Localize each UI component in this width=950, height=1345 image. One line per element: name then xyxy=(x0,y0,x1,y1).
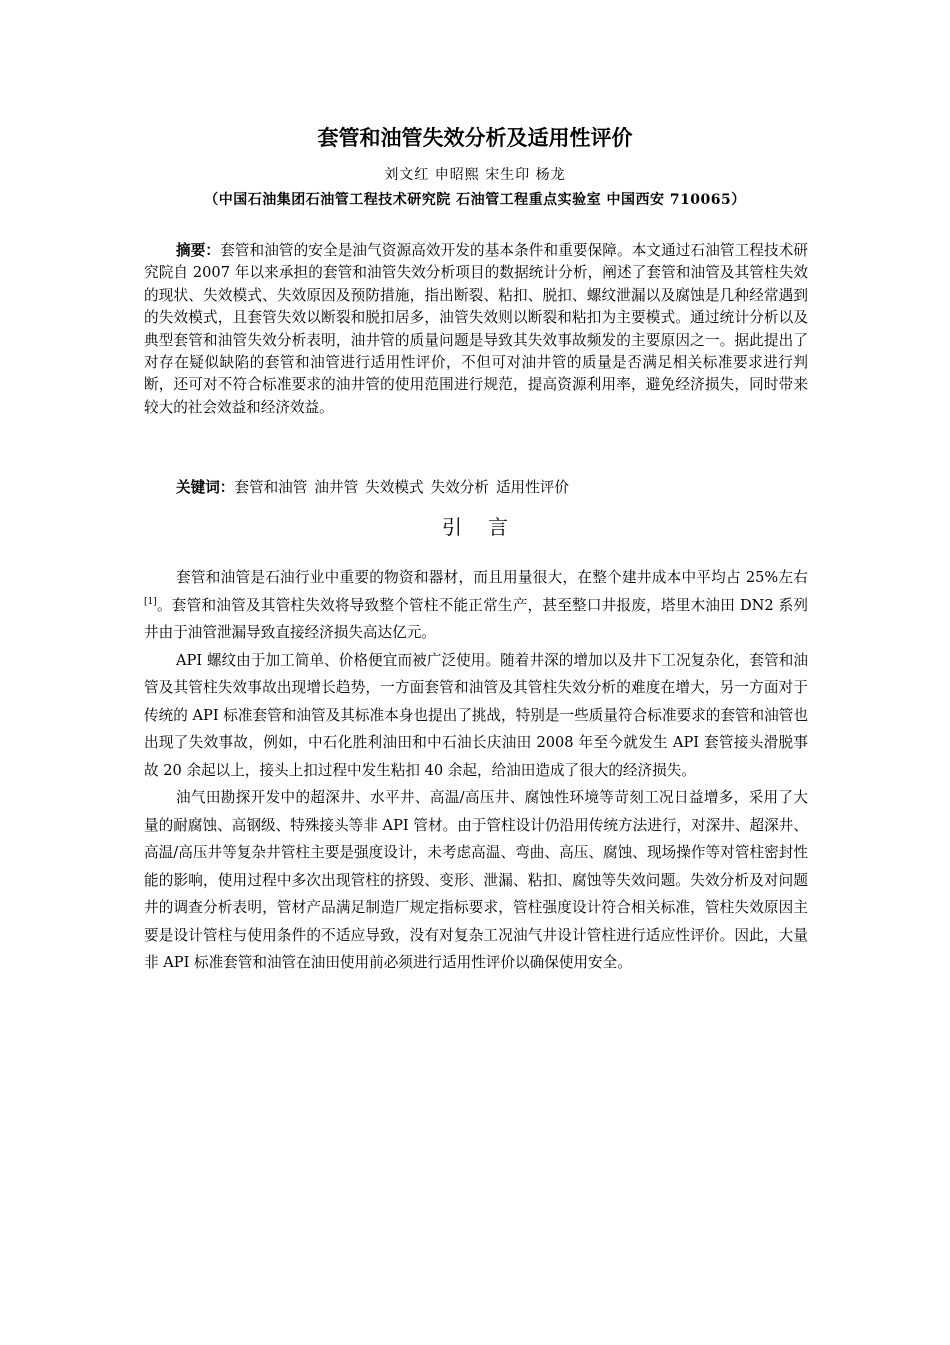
paragraph-text: 套管和油管是石油行业中重要的物资和器材，而且用量很大，在整个建井成本中平均占 25%左右 xyxy=(176,569,808,586)
abstract-label: 摘要： xyxy=(176,242,221,259)
abstract-text: 套管和油管的安全是油气资源高效开发的基本条件和重要保障。本文通过石油管工程技术研究院自 2007 年以来承担的套管和油管失效分析项目的数据统计分析，阐述了套管和油管及其管柱失效的现状、失效模式、失效原因及预防措施，指出断裂、粘扣、脱扣、螺纹泄漏以及腐蚀是几种经常遇到的失效模式，且套管失效以断裂和脱扣居多，油管失效则以断裂和粘扣为主要模式。通过统计分析以及典型套管和油管失效分析表明，油井管的质量问题是导致其失效事故频发的主要原因之一。据此提出了对存在疑似缺陷的套管和油管进行适用性评价，不但可对油井管的质量是否满足相关标准要求进行判断，还可对不符合标准要求的油井管的使用范围进行规范，提高资源利用率，避免经济损失，同时带来较大的社会效益和经济效益。 xyxy=(144,242,808,416)
keywords xyxy=(144,477,808,499)
keyword: 适用性评价 xyxy=(495,479,569,496)
keyword: 失效模式 xyxy=(365,479,424,496)
keyword: 油井管 xyxy=(314,479,359,496)
body-text xyxy=(144,564,808,977)
keyword: 失效分析 xyxy=(430,479,489,496)
paragraph xyxy=(144,564,808,647)
affiliation: （中国石油集团石油管工程技术研究院 石油管工程重点实验室 中国西安 710065） xyxy=(204,192,746,208)
paragraph-text: 。套管和油管及其管柱失效将导致整个管柱不能正常生产，甚至整口井报废，塔里木油田 DN2 系列井由于油管泄漏导致直接经济损失高达亿元。 xyxy=(144,596,808,641)
abstract xyxy=(144,240,808,419)
paragraph: 油气田勘探开发中的超深井、水平井、高温/高压井、腐蚀性环境等苛刻工况日益增多，采用了大量的耐腐蚀、高钢级、特殊接头等非 API 管材。由于管柱设计仍沿用传统方法进行，对深井、超深井、高温/高压井等复杂井管柱主要是强度设计，未考虑高温、弯曲、高压、腐蚀、现场操作等对管柱密封性能的影响，使用过程中多次出现管柱的挤毁、变形、泄漏、粘扣、腐蚀等失效问题。失效分析及对问题井的调查分析表明，管材产品满足制造厂规定指标要求，管柱强度设计符合相关标准，管柱失效原因主要是设计管柱与使用条件的不适应导致，没有对复杂工况油气井设计管柱进行适应性评价。因此，大量非 API 标准套管和油管在油田使用前必须进行适用性评价以确保使用安全。 xyxy=(144,789,808,971)
citation-ref: [1] xyxy=(144,596,157,607)
section-heading-introduction: 引言 xyxy=(442,515,534,539)
paper-title: 套管和油管失效分析及适用性评价 xyxy=(317,126,633,150)
author-list: 刘文红 申昭熙 宋生印 杨龙 xyxy=(384,167,566,183)
keyword: 套管和油管 xyxy=(234,479,308,496)
keywords-label: 关键词： xyxy=(176,479,235,496)
paragraph: API 螺纹由于加工简单、价格便宜而被广泛使用。随着井深的增加以及井下工况复杂化，套管和油管及其管柱失效事故出现增长趋势，一方面套管和油管及其管柱失效分析的难度在增大，另一方面对于传统的 API 标准套管和油管及其标准本身也提出了挑战，特别是一些质量符合标准要求的套管和油管也出现了失效事故，例如，中石化胜利油田和中石油长庆油田 2008 年至今就发生 API 套管接头滑脱事故 20 余起以上，接头上扣过程中发生粘扣 40 余起，给油田造成了很大的经济损失。 xyxy=(144,651,808,779)
